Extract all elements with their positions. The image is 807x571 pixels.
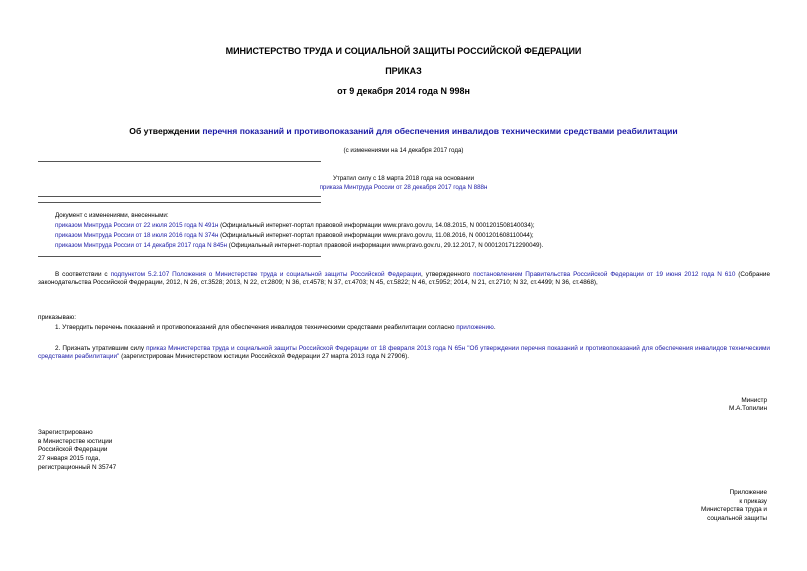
registration-line: регистрационный N 35747 bbox=[38, 463, 117, 471]
appendix-header bbox=[701, 489, 767, 524]
registration-line: 27 января 2015 года, bbox=[38, 454, 101, 462]
preamble-text: (Собрание законодательства Российской Федерации, 2012, N 26, ст.3528; 2013, N 22, ст.2809; N 36, ст.4578; N 37, ст.4703; N 45, ст.5822; N 46, ст.5952; 2014, N 21, ст.2710; N 32, ст.4499; N 36, ст.4868), bbox=[38, 271, 771, 287]
preamble-text: , утвержденного bbox=[421, 271, 474, 278]
amendment-link[interactable]: приказом Минтруда России от 22 июля 2015 года N 491н bbox=[55, 222, 219, 229]
item-text: 1. Утвердить перечень показаний и противопоказаний для обеспечения инвалидов техническими средствами реабилитации согласно bbox=[55, 324, 457, 331]
document-title bbox=[0, 126, 807, 137]
repealed-order-link[interactable]: приказ Министерства труда и социальной защиты Российской Федерации от 18 февраля 2013 года N 65н "Об утверждении перечня показаний и противопоказаний для обеспечения инвалидов техническими средствами реабилитации" bbox=[38, 345, 770, 361]
title-prefix: Об утверждении bbox=[129, 126, 203, 136]
divider-line bbox=[38, 202, 321, 203]
amendment-note: (с изменениями на 14 декабря 2017 года) bbox=[343, 147, 464, 154]
divider-line bbox=[38, 161, 321, 162]
preamble-text: В соответствии с bbox=[55, 271, 111, 278]
appendix-line: Министерства труда и bbox=[701, 506, 767, 514]
item-text: (зарегистрирован Министерством юстиции Российской Федерации 27 марта 2013 года N 27906). bbox=[119, 353, 410, 361]
amendment-link[interactable]: приказом Минтруда России от 18 июля 2016 года N 374н bbox=[55, 232, 219, 239]
divider-line bbox=[38, 256, 321, 257]
amendment-item bbox=[55, 242, 543, 250]
preamble-paragraph bbox=[38, 271, 770, 288]
amendments-heading: Документ с изменениями, внесенными: bbox=[55, 212, 169, 219]
registration-line: Российской Федерации bbox=[38, 446, 108, 454]
item-text: 2. Признать утратившим силу bbox=[55, 345, 147, 352]
appendix-line: к приказу bbox=[739, 497, 767, 505]
signer-title: Министр bbox=[741, 397, 767, 404]
appendix-line: социальной защиты bbox=[707, 514, 767, 522]
order-item-1 bbox=[55, 324, 496, 332]
registration-line: в Министерстве юстиции bbox=[38, 437, 113, 445]
appendix-line: Приложение bbox=[729, 489, 767, 496]
government-decree-link[interactable]: постановлением Правительства Российской Федерации от 19 июня 2012 года N 610 bbox=[473, 271, 736, 278]
amendment-source: (Официальный интернет-портал правовой информации www.pravo.gov.ru, 11.08.2016, N 0001201608110044); bbox=[218, 232, 534, 239]
amendment-source: (Официальный интернет-портал правовой информации www.pravo.gov.ru, 14.08.2015, N 0001201508140034); bbox=[218, 222, 535, 229]
divider-line bbox=[38, 196, 321, 197]
expired-note: Утратил силу с 18 марта 2018 года на основании bbox=[332, 175, 475, 182]
amendment-link[interactable]: приказом Минтруда России от 14 декабря 2017 года N 845н bbox=[55, 242, 228, 249]
regulation-link[interactable]: подпунктом 5.2.107 Положения о Министерстве труда и социальной защиты Российской Федерации bbox=[110, 271, 422, 278]
signature-block bbox=[729, 397, 767, 414]
ministry-heading: МИНИСТЕРСТВО ТРУДА И СОЦИАЛЬНОЙ ЗАЩИТЫ РОССИЙСКОЙ ФЕДЕРАЦИИ bbox=[225, 46, 582, 56]
item-text: . bbox=[493, 324, 496, 331]
amendment-item bbox=[55, 222, 535, 230]
expired-link-line bbox=[0, 184, 807, 192]
doc-type-heading: ПРИКАЗ bbox=[385, 66, 422, 76]
order-word: приказываю: bbox=[38, 314, 76, 321]
amendment-item bbox=[55, 232, 534, 240]
appendix-link[interactable]: приложению bbox=[456, 324, 494, 331]
doc-date-number: от 9 декабря 2014 года N 998н bbox=[337, 86, 470, 96]
amendment-source: (Официальный интернет-портал правовой информации www.pravo.gov.ru, 29.12.2017, N 0001201712290049). bbox=[227, 242, 544, 249]
order-item-2 bbox=[38, 345, 770, 362]
registration-block bbox=[38, 429, 116, 472]
registration-line: Зарегистрировано bbox=[38, 429, 93, 436]
expired-link[interactable]: приказа Минтруда России от 28 декабря 2017 года N 888н bbox=[319, 184, 488, 191]
signer-name: М.А.Топилин bbox=[729, 405, 767, 413]
title-link[interactable]: перечня показаний и противопоказаний для обеспечения инвалидов техническими средствами реабилитации bbox=[202, 126, 678, 136]
